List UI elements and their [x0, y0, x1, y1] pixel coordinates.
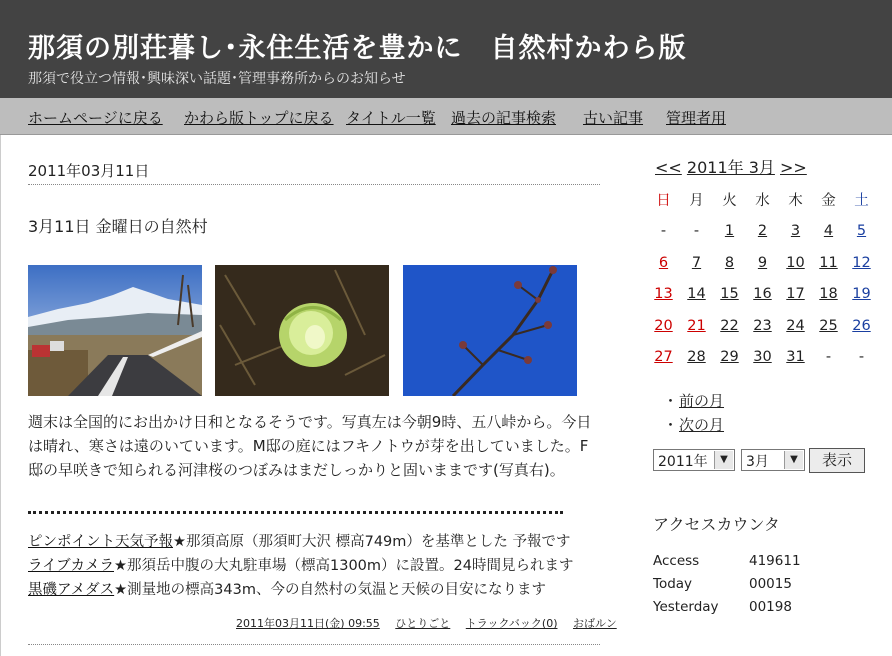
calendar-day-link[interactable]: 23 — [753, 317, 772, 334]
entry-footer — [236, 615, 629, 631]
counter-row — [653, 553, 801, 569]
weekday-tue: 火 — [722, 193, 737, 210]
calendar-day-link[interactable]: 18 — [819, 286, 838, 303]
entry-date: 2011年03月11日 — [28, 162, 150, 180]
info-text: ★那須岳中腹の大丸駐車場（標高1300m）に設置。24時間見られます — [114, 558, 574, 574]
chevron-down-icon: ▼ — [784, 451, 803, 469]
access-counter-title: アクセスカウンタ — [653, 515, 780, 534]
counter-row — [653, 576, 792, 592]
calendar-day-link[interactable]: 10 — [786, 254, 805, 271]
calendar-day-link[interactable]: 24 — [786, 317, 805, 334]
calendar-empty-cell: - — [693, 223, 700, 240]
entry-body: 週末は全国的にお出かけ日和となるそうです。写真左は今朝9時、五八峠から。今日は晴れ、寒さは遠のいています。M邸の庭にはフキノトウが芽を出していました。F邸の早咲きで知られる河津桜のつぼみはまだしっかりと固いままです(写真右)。 — [28, 413, 592, 479]
site-subtitle: 那須で役立つ情報･興味深い話題･管理事務所からのお知らせ — [28, 71, 406, 87]
trackback-link[interactable]: トラックバック(0) — [465, 617, 558, 630]
author-link[interactable]: おばルン — [572, 617, 617, 630]
counter-value: 00015 — [749, 576, 792, 592]
weekday-row — [647, 184, 878, 216]
calendar-day-link[interactable]: 29 — [720, 349, 739, 366]
calendar-day-link[interactable]: 28 — [687, 349, 706, 366]
weekday-sun: 日 — [656, 193, 671, 210]
counter-label: Access — [653, 553, 700, 569]
live-camera-link[interactable]: ライブカメラ — [28, 558, 114, 574]
amedas-link[interactable]: 黒磯アメダス — [28, 582, 115, 598]
calendar-week-row — [647, 342, 878, 374]
calendar-day-link[interactable]: 12 — [852, 254, 871, 271]
calendar-day-link[interactable]: 21 — [687, 317, 706, 334]
next-month-text-link[interactable]: 次の月 — [679, 416, 725, 434]
month-select[interactable] — [741, 449, 805, 471]
calendar-week-row — [647, 279, 878, 311]
calendar-day-link[interactable]: 27 — [654, 349, 673, 366]
nav-old-articles-link[interactable]: 古い記事 — [583, 109, 644, 127]
calendar-day-link[interactable]: 30 — [753, 349, 772, 366]
calendar-day-link[interactable]: 19 — [852, 286, 871, 303]
bullet: ・ — [663, 416, 679, 434]
calendar-week-row — [647, 310, 878, 342]
calendar-day-link[interactable]: 13 — [654, 286, 673, 303]
calendar-month-label[interactable]: 2011年 3月 — [686, 158, 775, 177]
info-line-weather — [28, 530, 571, 551]
calendar-day-link[interactable]: 25 — [819, 317, 838, 334]
nav-home-link[interactable]: ホームページに戻る — [28, 109, 163, 127]
month-select-value: 3月 — [746, 454, 769, 470]
info-text: ★測量地の標高343m、今の自然村の気温と天候の目安になります — [114, 582, 546, 598]
chevron-down-icon: ▼ — [714, 451, 733, 469]
prev-month-link[interactable]: << — [655, 158, 682, 177]
info-text: ★那須高原（那須町大沢 標高749m）を基準とした 予報です — [173, 534, 571, 550]
calendar-day-link[interactable]: 11 — [819, 254, 838, 271]
divider — [28, 184, 600, 185]
nav-title-list-link[interactable]: タイトル一覧 — [346, 109, 436, 127]
weekday-fri: 金 — [821, 193, 836, 210]
calendar-day-link[interactable]: 16 — [753, 286, 772, 303]
calendar-empty-cell: - — [660, 223, 667, 240]
calendar-empty-cell: - — [858, 349, 865, 366]
weather-forecast-link[interactable]: ピンポイント天気予報 — [28, 534, 173, 550]
info-line-amedas — [28, 578, 546, 599]
calendar-day-link[interactable]: 26 — [852, 317, 871, 334]
nav-top-link[interactable]: かわら版トップに戻る — [184, 109, 334, 127]
calendar-week-row — [647, 247, 878, 279]
site-header — [0, 0, 892, 98]
year-select-value: 2011年 — [658, 454, 708, 470]
calendar-empty-cell: - — [825, 349, 832, 366]
counter-row — [653, 599, 792, 615]
weekday-wed: 水 — [755, 193, 770, 210]
counter-value: 00198 — [749, 599, 792, 615]
nav-admin-link[interactable]: 管理者用 — [666, 109, 727, 127]
calendar-day-link[interactable]: 2 — [757, 223, 768, 240]
next-month-link[interactable]: >> — [780, 158, 807, 177]
calendar-day-link[interactable]: 17 — [786, 286, 805, 303]
weekday-thu: 木 — [788, 193, 803, 210]
year-select[interactable] — [653, 449, 735, 471]
show-button[interactable]: 表示 — [809, 448, 865, 473]
calendar-day-link[interactable]: 5 — [856, 223, 867, 240]
weekday-mon: 月 — [689, 193, 704, 210]
calendar-day-link[interactable]: 3 — [790, 223, 801, 240]
info-line-camera — [28, 554, 573, 575]
counter-value: 419611 — [749, 553, 801, 569]
road-mountain-photo[interactable] — [28, 265, 202, 396]
nav-search-link[interactable]: 過去の記事検索 — [451, 109, 557, 127]
counter-label: Yesterday — [653, 599, 719, 615]
prev-month-text-link[interactable]: 前の月 — [679, 392, 725, 410]
month-navigation — [663, 389, 724, 437]
category-link[interactable]: ひとりごと — [395, 617, 451, 630]
calendar-day-link[interactable]: 7 — [691, 254, 702, 271]
calendar-table — [647, 184, 878, 373]
nav-bar — [0, 98, 892, 135]
calendar-day-link[interactable]: 6 — [658, 254, 669, 271]
bullet: ・ — [663, 392, 679, 410]
calendar-day-link[interactable]: 9 — [757, 254, 768, 271]
weekday-sat: 土 — [854, 193, 869, 210]
calendar-day-link[interactable]: 22 — [720, 317, 739, 334]
dotted-separator — [28, 511, 563, 514]
divider — [28, 644, 600, 645]
site-title[interactable]: 那須の別荘暮し･永住生活を豊かに 自然村かわら版 — [28, 33, 687, 64]
cherry-bud-photo[interactable] — [403, 265, 577, 396]
calendar-day-link[interactable]: 31 — [786, 349, 805, 366]
butterbur-sprout-photo[interactable] — [215, 265, 389, 396]
calendar-day-link[interactable]: 14 — [687, 286, 706, 303]
calendar-day-link[interactable]: 20 — [654, 317, 673, 334]
calendar-header — [655, 155, 807, 178]
calendar-day-link[interactable]: 8 — [724, 254, 735, 271]
entry-datetime-link[interactable]: 2011年03月11日(金) 09:55 — [236, 617, 380, 630]
counter-label: Today — [653, 576, 693, 592]
calendar-day-link[interactable]: 1 — [724, 223, 735, 240]
entry-title: 3月11日 金曜日の自然村 — [28, 217, 208, 236]
calendar-day-link[interactable]: 4 — [823, 223, 834, 240]
calendar-day-link[interactable]: 15 — [720, 286, 739, 303]
calendar-week-row — [647, 216, 878, 248]
